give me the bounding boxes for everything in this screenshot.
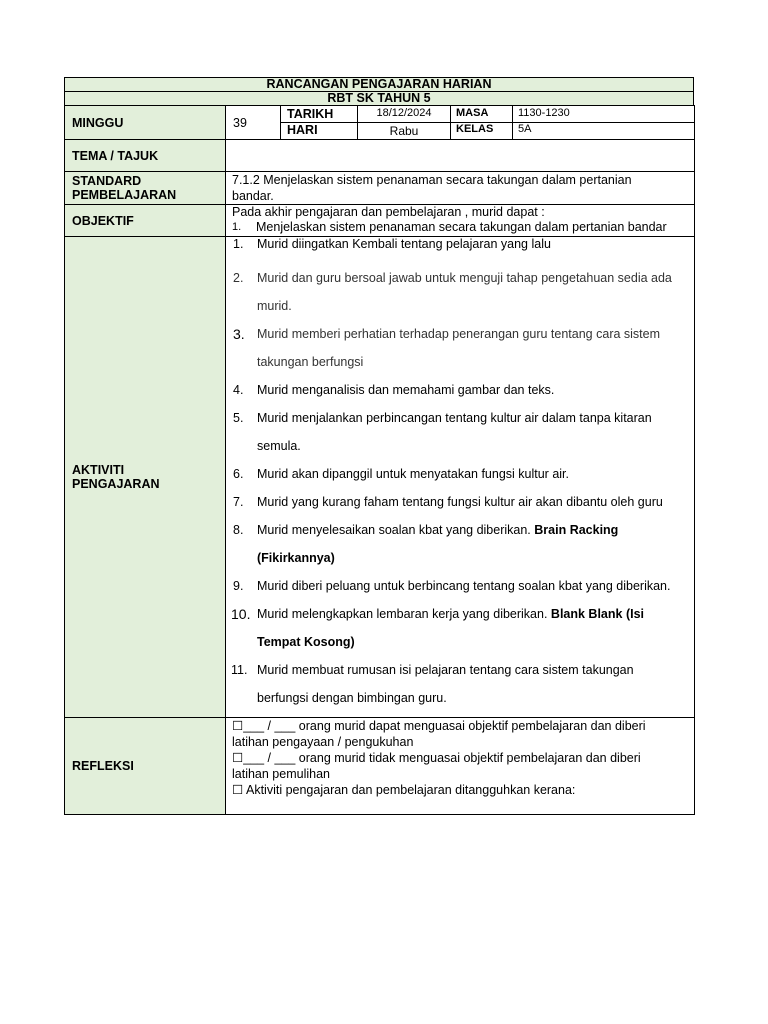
activity-text: Murid menganalisis dan memahami gambar dan teks. xyxy=(257,383,555,397)
activity-item xyxy=(233,600,694,656)
kelas-label: KELAS xyxy=(450,122,513,140)
activity-text: Murid menyelesaikan soalan kbat yang diberikan. xyxy=(257,523,531,537)
aktiviti-label xyxy=(64,236,226,718)
activity-text: Murid dan guru bersoal jawab untuk menguji tahap pengetahuan sedia ada murid. xyxy=(257,271,672,313)
hari-value: Rabu xyxy=(357,122,451,140)
objektif-item xyxy=(232,220,694,235)
tema-value xyxy=(225,139,695,172)
masa-label: MASA xyxy=(450,105,513,123)
activity-technique: Blank Blank (Isi Tempat Kosong) xyxy=(257,607,645,649)
activity-item xyxy=(233,404,694,460)
activity-number: 8. xyxy=(233,523,244,537)
activity-text: Murid yang kurang faham tentang fungsi kultur air akan dibantu oleh guru xyxy=(257,495,663,509)
activity-number: 7. xyxy=(233,495,244,509)
activity-item xyxy=(233,320,694,376)
standard-label-line1: STANDARD xyxy=(72,174,142,188)
activity-number: 10. xyxy=(231,606,251,622)
tarikh-label: TARIKH xyxy=(280,105,358,123)
masa-value: 1130-1230 xyxy=(512,105,695,123)
refleksi-value xyxy=(225,717,695,815)
activity-text: Murid diberi peluang untuk berbincang tentang soalan kbat yang diberikan. xyxy=(257,579,671,593)
activity-item xyxy=(233,237,694,251)
activity-item xyxy=(233,656,694,712)
activity-list xyxy=(233,237,694,712)
objektif-intro: Pada akhir pengajaran dan pembelajaran , murid dapat : xyxy=(232,205,545,219)
refleksi-line-3: ☐ Aktiviti pengajaran dan pembelajaran ditangguhkan kerana: xyxy=(232,783,576,797)
activity-number: 9. xyxy=(233,579,244,593)
tarikh-value: 18/12/2024 xyxy=(357,105,451,123)
activity-number: 4. xyxy=(233,383,244,397)
minggu-value: 39 xyxy=(225,105,281,140)
activity-number: 3. xyxy=(233,326,245,342)
activity-number: 11. xyxy=(231,663,248,677)
activity-item xyxy=(233,572,694,600)
document-subtitle: RBT SK TAHUN 5 xyxy=(64,91,694,106)
activity-item xyxy=(233,488,694,516)
standard-label xyxy=(64,171,226,205)
kelas-value: 5A xyxy=(512,122,695,140)
objektif-item-number: 1. xyxy=(232,221,242,233)
standard-label-line2: PEMBELAJARAN xyxy=(72,188,177,202)
activity-text: Murid menjalankan perbincangan tentang kultur air dalam tanpa kitaran semula. xyxy=(257,411,652,453)
aktiviti-value xyxy=(225,236,695,718)
objektif-item-text: Menjelaskan sistem penanaman secara takungan dalam pertanian bandar xyxy=(256,220,667,234)
activity-text: Murid akan dipanggil untuk menyatakan fungsi kultur air. xyxy=(257,467,569,481)
objektif-label: OBJEKTIF xyxy=(64,204,226,237)
activity-item xyxy=(233,460,694,488)
activity-technique: Brain Racking (Fikirkannya) xyxy=(257,523,619,565)
activity-text: Murid diingatkan Kembali tentang pelajaran yang lalu xyxy=(257,237,551,251)
refleksi-line-1: ☐___ / ___ orang murid dapat menguasai objektif pembelajaran dan diberi latihan pengayaan / pengukuhan xyxy=(232,719,646,749)
minggu-label: MINGGU xyxy=(64,105,226,140)
activity-item xyxy=(233,376,694,404)
refleksi-line-2: ☐___ / ___ orang murid tidak menguasai objektif pembelajaran dan diberi latihan pemulihan xyxy=(232,751,641,781)
activity-item xyxy=(233,516,694,572)
standard-value: 7.1.2 Menjelaskan sistem penanaman secara takungan dalam pertanian bandar. xyxy=(225,171,695,205)
activity-number: 2. xyxy=(233,271,244,285)
activity-number: 1. xyxy=(233,237,244,251)
aktiviti-label-line1: AKTIVITI xyxy=(72,463,125,477)
hari-label: HARI xyxy=(280,122,358,140)
document-title: RANCANGAN PENGAJARAN HARIAN xyxy=(64,77,694,92)
activity-item xyxy=(233,264,694,320)
activity-number: 6. xyxy=(233,467,244,481)
activity-number: 5. xyxy=(233,411,244,425)
aktiviti-label-line2: PENGAJARAN xyxy=(72,477,160,491)
objektif-value xyxy=(225,204,695,237)
activity-text: Murid memberi perhatian terhadap penerangan guru tentang cara sistem takungan berfungsi xyxy=(257,327,661,369)
activity-text: Murid melengkapkan lembaran kerja yang diberikan. xyxy=(257,607,548,621)
tema-label: TEMA / TAJUK xyxy=(64,139,226,172)
activity-text: Murid membuat rumusan isi pelajaran tentang cara sistem takungan berfungsi dengan bimbingan guru. xyxy=(257,663,634,705)
refleksi-label: REFLEKSI xyxy=(64,717,226,815)
